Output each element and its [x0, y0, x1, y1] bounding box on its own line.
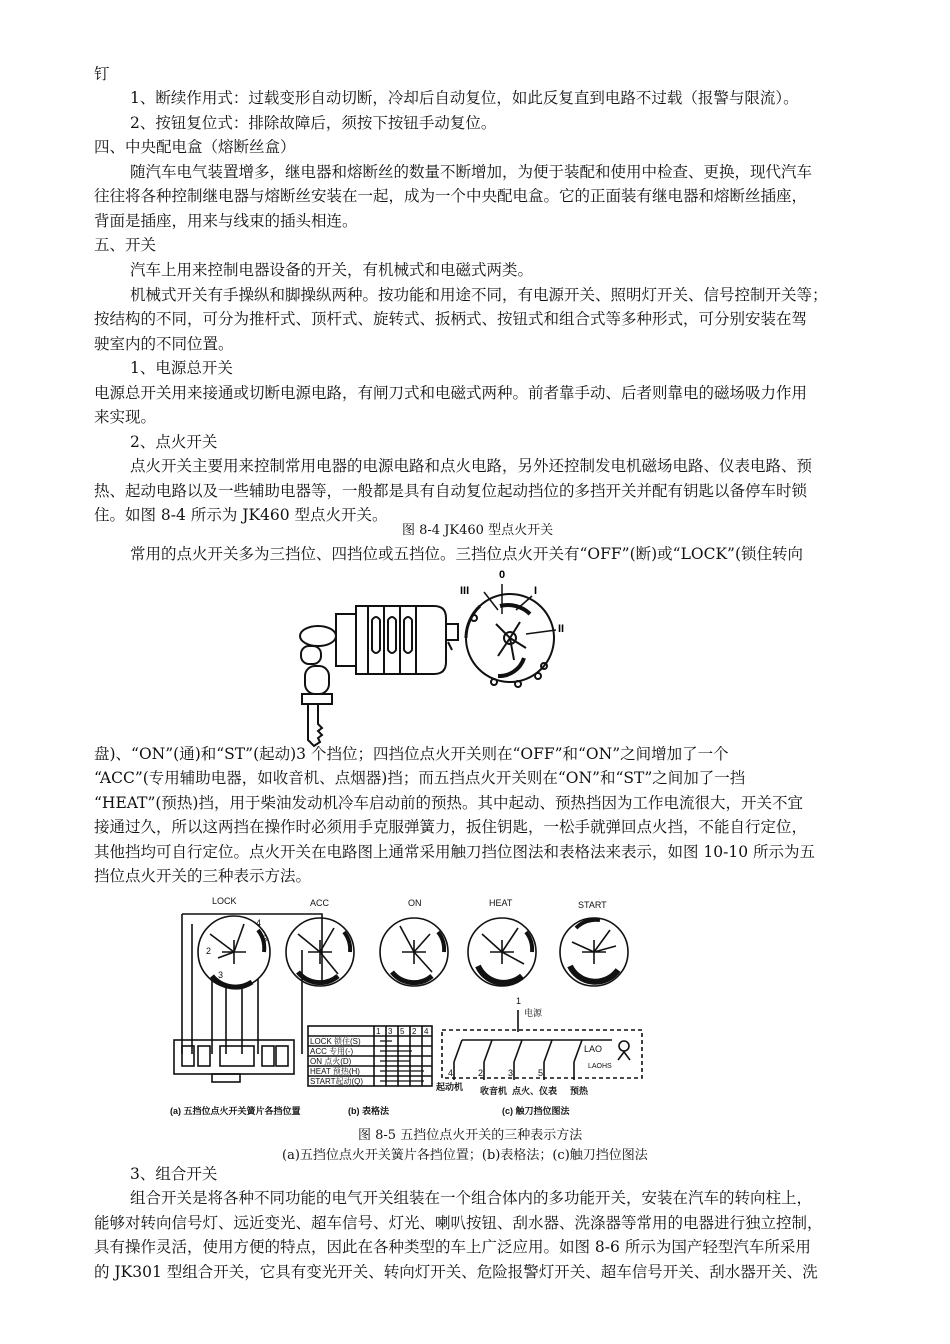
text-line: “HEAT”(预热)挡，用于柴油发动机冷车启动前的预热。其中起动、预热挡因为工作电流很大，开关不宜 — [94, 794, 803, 812]
text-line: 能够对转向信号灯、远近变光、超车信号、灯光、喇叭按钮、刮水器、洗涤器等常用的电器进行独立控制， — [94, 1214, 823, 1232]
five-position-switch-figure — [162, 890, 652, 1122]
text-line: 热、起动电路以及一些辅助电器等，一般都是具有自动复位起动挡位的多挡开关并配有钥匙以备停车时锁 — [94, 482, 808, 500]
subsection-heading: 3、组合开关 — [130, 1165, 218, 1183]
subsection-heading: 1、电源总开关 — [130, 359, 233, 377]
label-on: ON — [408, 898, 422, 908]
label-two: II — [558, 623, 565, 635]
label-one: I — [534, 585, 538, 597]
figure-caption: 图 8-5 五挡位点火开关的三种表示方法 — [358, 1128, 583, 1143]
label-lao: LAO — [584, 1044, 603, 1054]
label-start: START — [578, 900, 607, 910]
text-line: 点火开关主要用来控制常用电器的电源电路和点火电路，另外还控制发电机磁场电路、仪表电路、预 — [130, 457, 813, 475]
text-line: 往往将各种控制继电器与熔断丝安装在一起，成为一个中央配电盒。它的正面装有继电器和熔断丝插座， — [94, 187, 808, 205]
label-laohs: LAOHS — [588, 1063, 612, 1070]
label-lock: LOCK — [212, 896, 237, 906]
text-line: 机械式开关有手操纵和脚操纵两种。按功能和用途不同，有电源开关、照明灯开关、信号控制开关等； — [130, 286, 828, 304]
text-line: 电源总开关用来接通或切断电源电路，有闸刀式和电磁式两种。前者靠手动、后者则靠电的磁场吸力作用 — [94, 384, 808, 402]
table-row: HEAT 预热(H) — [310, 1067, 360, 1076]
table-header: 1 — [376, 1027, 381, 1036]
text-line: 钉 — [94, 65, 110, 83]
table-header: 3 — [388, 1027, 393, 1036]
caption-c: (c) 触刀挡位图法 — [502, 1106, 570, 1116]
label-zero: 0 — [499, 569, 506, 581]
terminal-number: 3 — [508, 1068, 514, 1078]
text-line: 盘)、“ON”(通)和“ST”(起动)3 个挡位；四挡位点火开关则在“OFF”和“ON”之间增加了一个 — [94, 745, 729, 763]
caption-a: (a) 五挡位点火开关簧片各挡位置 — [170, 1106, 301, 1116]
table-row: ON 点火(D) — [310, 1057, 352, 1066]
text-line: 的 JK301 型组合开关，它具有变光开关、转向灯开关、危险报警灯开关、超车信号开关、刮水器开关、洗 — [94, 1263, 818, 1281]
table-header: 5 — [400, 1027, 405, 1036]
text-line: 组合开关是将各种不同功能的电气开关组装在一个组合体内的多功能开关，安装在汽车的转向柱上， — [130, 1189, 813, 1207]
terminal-number: 5 — [262, 934, 268, 944]
text-line: 2、按钮复位式：排除故障后，须按下按钮手动复位。 — [130, 114, 497, 132]
terminal-number: 2 — [206, 946, 212, 956]
table-row: LOCK 锁住(S) — [310, 1037, 361, 1046]
terminal-number: 5 — [538, 1068, 544, 1078]
text-line: 汽车上用来控制电器设备的开关，有机械式和电磁式两类。 — [130, 261, 534, 279]
caption-b: (b) 表格法 — [348, 1106, 389, 1116]
label-radio: 收音机 — [480, 1086, 508, 1096]
table-header: 4 — [424, 1027, 429, 1036]
terminal-number: 3 — [218, 970, 224, 980]
text-line: 挡位点火开关的三种表示方法。 — [94, 867, 312, 885]
label-ign: 点火、仪表 — [512, 1086, 558, 1096]
text-line: 常用的点火开关多为三挡位、四挡位或五挡位。三挡位点火开关有“OFF”(断)或“LOCK”(锁住转向 — [130, 545, 803, 563]
subsection-heading: 2、点火开关 — [130, 433, 218, 451]
text-line: 按结构的不同，可分为推杆式、顶杆式、旋转式、扳柄式、按钮式和组合式等多种形式，可分别安装在驾 — [94, 310, 808, 328]
section-heading: 五、开关 — [94, 236, 157, 254]
label-heat: HEAT — [489, 898, 513, 908]
text-line: 随汽车电气装置增多，继电器和熔断丝的数量不断增加，为便于装配和使用中检查、更换，现代汽车 — [130, 163, 813, 181]
label-three: III — [460, 585, 470, 597]
terminal-number: 1 — [516, 996, 522, 1006]
terminal-number: 4 — [448, 1068, 454, 1078]
text-line: 驶室内的不同位置。 — [94, 335, 234, 353]
section-heading: 四、中央配电盒（熔断丝盒） — [94, 138, 296, 156]
text-line: 背面是插座，用来与线束的插头相连。 — [94, 212, 358, 230]
label-power: 电源 — [524, 1008, 543, 1018]
figure-subcaption: (a)五挡位点火开关簧片各挡位置；(b)表格法；(c)触刀挡位图法 — [282, 1148, 648, 1163]
text-line: 来实现。 — [94, 408, 157, 426]
table-row: ACC 专用(-) — [310, 1047, 354, 1056]
label-preheat: 预热 — [570, 1086, 589, 1096]
figure-caption: 图 8-4 JK460 型点火开关 — [402, 523, 554, 538]
text-line: 其他挡均可自行定位。点火开关在电路图上通常采用触刀挡位图法和表格法来表示，如图 10-10 所示为五 — [94, 843, 816, 861]
terminal-number: 2 — [478, 1068, 484, 1078]
label-starter: 起动机 — [436, 1082, 464, 1092]
table-header: 2 — [412, 1027, 417, 1036]
text-line: “ACC”(专用辅助电器，如收音机、点烟器)挡；而五挡点火开关则在“ON”和“ST”之间加了一挡 — [94, 769, 746, 787]
table-row: START起动(Q) — [310, 1077, 364, 1086]
text-line: 接通过久，所以这两挡在操作时必须用手克服弹簧力，扳住钥匙，一松手就弹回点火挡，不能自行定位， — [94, 818, 808, 836]
text-line: 住。如图 8-4 所示为 JK460 型点火开关。 — [94, 506, 388, 524]
ignition-switch-figure — [288, 566, 573, 748]
label-acc: ACC — [310, 898, 330, 908]
text-line: 具有操作灵活，使用方便的特点，因此在各种类型的车上广泛应用。如图 8-6 所示为国产轻型汽车所采用 — [94, 1238, 811, 1256]
terminal-number: 4 — [256, 918, 262, 928]
text-line: 1、断续作用式：过载变形自动切断，冷却后自动复位，如此反复直到电路不过载（报警与限流）。 — [130, 89, 799, 107]
